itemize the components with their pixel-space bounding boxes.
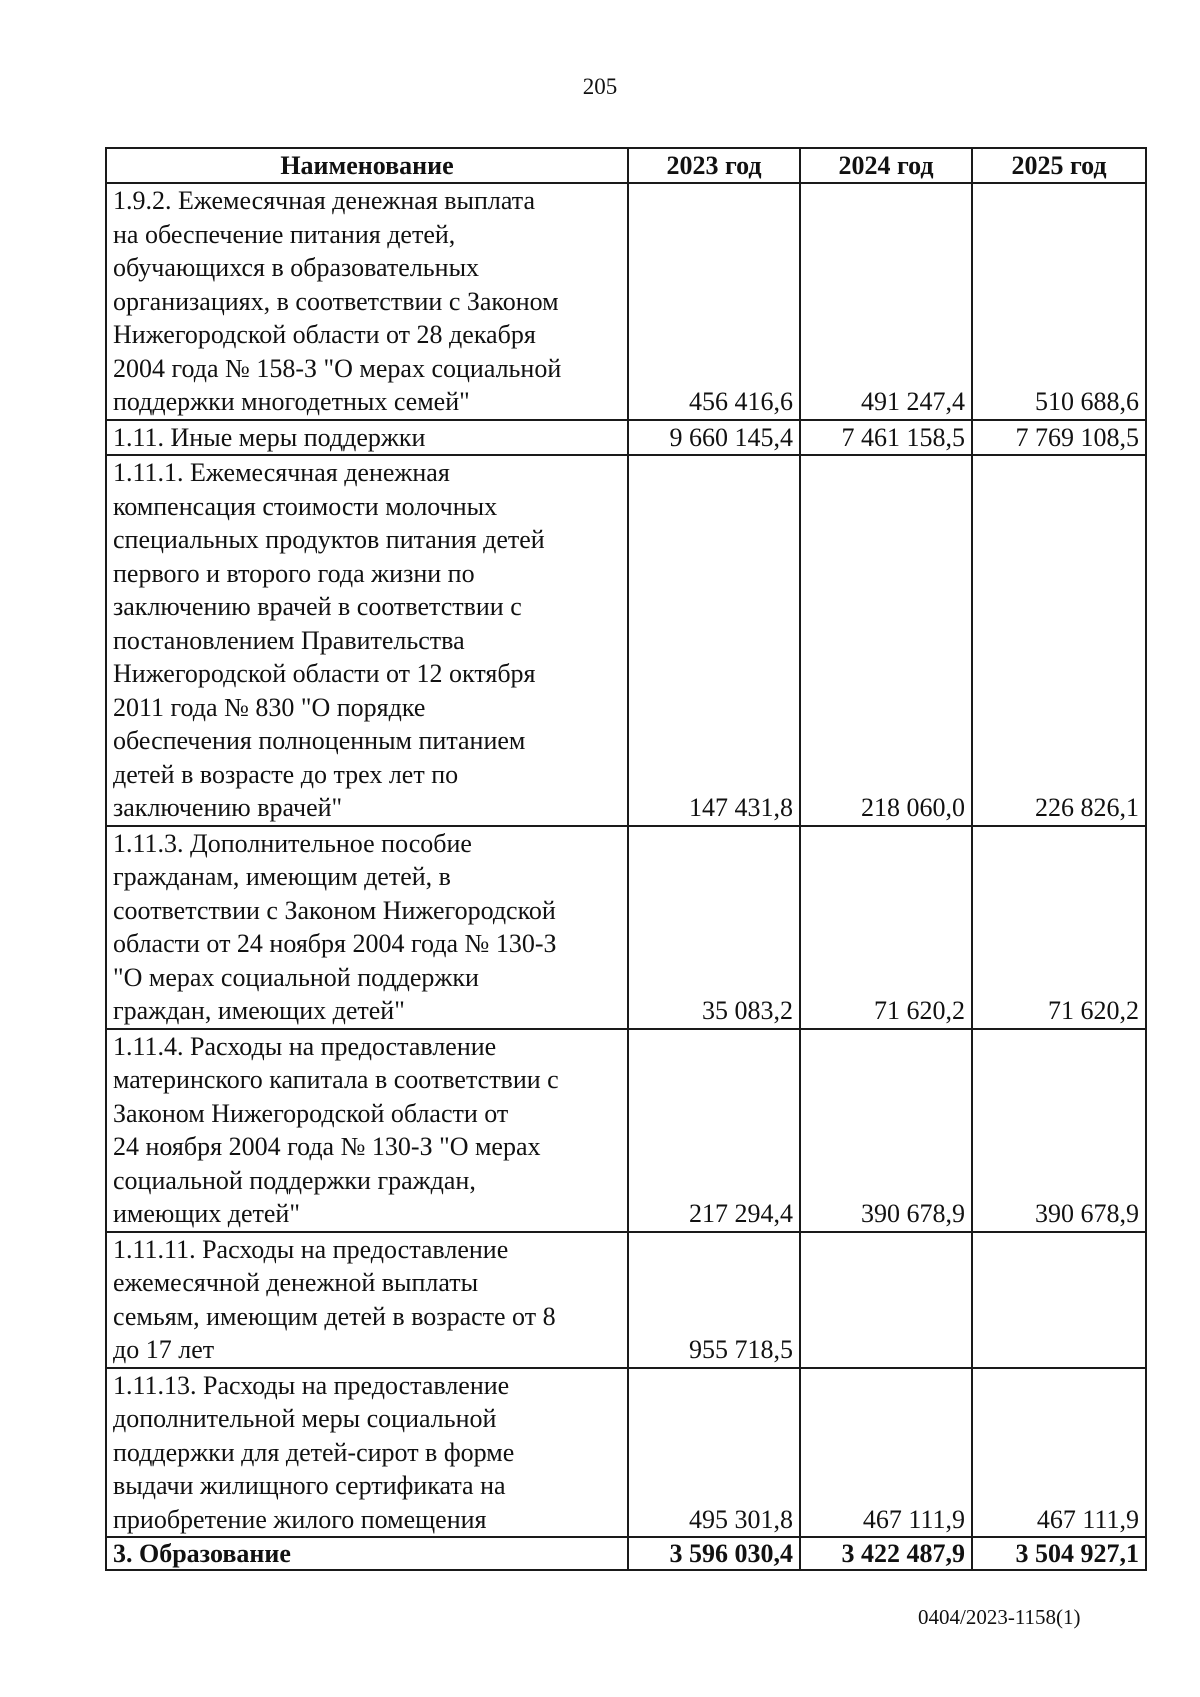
cell-2025: 510 688,6	[972, 183, 1146, 420]
cell-2025: 467 111,9	[972, 1368, 1146, 1538]
row-name-line: семьям, имеющим детей в возрасте от 8	[113, 1301, 556, 1331]
total-2024: 3 422 487,9	[800, 1537, 972, 1570]
cell-2023: 456 416,6	[628, 183, 800, 420]
row-name-line: заключению врачей"	[113, 793, 343, 822]
cell-2023: 35 083,2	[628, 826, 800, 1029]
table-row	[106, 183, 1146, 420]
row-name-line: 1.11.13. Расходы на предоставление	[113, 1370, 510, 1400]
cell-2025	[972, 1232, 1146, 1368]
document-code: 0404/2023-1158(1)	[918, 1605, 1081, 1629]
row-name-line: 2011 года № 830 "О порядке	[113, 692, 426, 722]
table-row	[106, 1368, 1146, 1538]
row-name-line: компенсация стоимости молочных	[113, 491, 498, 521]
row-name-line: первого и второго года жизни по	[113, 558, 475, 588]
row-name	[106, 1029, 628, 1232]
total-2023: 3 596 030,4	[628, 1537, 800, 1570]
total-2025: 3 504 927,1	[972, 1537, 1146, 1570]
row-name	[106, 420, 628, 456]
row-name-line: приобретение жилого помещения	[113, 1504, 487, 1534]
row-name-line: 1.11.3. Дополнительное пособие	[113, 828, 472, 858]
cell-2025: 226 826,1	[972, 455, 1146, 826]
row-name-line: дополнительной меры социальной	[113, 1404, 497, 1433]
row-name-line: Нижегородской области от 28 декабря	[113, 320, 536, 349]
row-name	[106, 826, 628, 1029]
page-number: 205	[582, 74, 618, 99]
row-name-line: организациях, в соответствии с Законом	[113, 286, 559, 316]
row-name-line: выдачи жилищного сертификата на	[113, 1471, 506, 1500]
cell-2023: 955 718,5	[628, 1232, 800, 1368]
cell-2023: 9 660 145,4	[628, 420, 800, 456]
row-name-line: области от 24 ноября 2004 года № 130-З	[113, 929, 557, 958]
cell-2025: 7 769 108,5	[972, 420, 1146, 456]
row-name-line: до 17 лет	[113, 1335, 215, 1364]
table-row	[106, 420, 1146, 456]
table-row	[106, 826, 1146, 1029]
row-name-line: граждан, имеющих детей"	[113, 996, 405, 1025]
row-name	[106, 455, 628, 826]
row-name-line: на обеспечение питания детей,	[113, 219, 456, 249]
table-row	[106, 1029, 1146, 1232]
row-name-line: имеющих детей"	[113, 1199, 300, 1228]
row-name-line: 1.11.11. Расходы на предоставление	[113, 1234, 509, 1264]
table-header-row	[106, 148, 1146, 183]
row-name-line: обучающихся в образовательных	[113, 253, 480, 282]
row-name-line: постановлением Правительства	[113, 625, 465, 655]
row-name	[106, 1232, 628, 1368]
row-name-line: 1.11.1. Ежемесячная денежная	[113, 458, 450, 487]
row-name-line: поддержки многодетных семей"	[113, 387, 470, 416]
row-name-line: соответствии с Законом Нижегородской	[113, 895, 556, 925]
cell-2025: 390 678,9	[972, 1029, 1146, 1232]
row-name-line: социальной поддержки граждан,	[113, 1165, 476, 1195]
row-name-line: детей в возрасте до трех лет по	[113, 759, 459, 789]
header-2024: 2024 год	[800, 148, 972, 183]
header-2025: 2025 год	[972, 148, 1146, 183]
row-name-line: "О мерах социальной поддержки	[113, 962, 479, 992]
cell-2023: 147 431,8	[628, 455, 800, 826]
row-name-line: 1.11. Иные меры поддержки	[113, 422, 426, 452]
row-name	[106, 1368, 628, 1538]
cell-2024	[800, 1232, 972, 1368]
cell-2024: 491 247,4	[800, 183, 972, 420]
table-row	[106, 455, 1146, 826]
row-name-line: заключению врачей в соответствии с	[113, 592, 522, 621]
row-name-line: ежемесячной денежной выплаты	[113, 1268, 479, 1297]
header-name: Наименование	[106, 148, 628, 183]
row-name-line: Нижегородской области от 12 октября	[113, 659, 536, 688]
table-total-row	[106, 1537, 1146, 1570]
row-name-line: 2004 года № 158-З "О мерах социальной	[113, 353, 562, 383]
row-name-line: 1.11.4. Расходы на предоставление	[113, 1031, 497, 1061]
cell-2023: 495 301,8	[628, 1368, 800, 1538]
cell-2025: 71 620,2	[972, 826, 1146, 1029]
cell-2024: 71 620,2	[800, 826, 972, 1029]
row-name	[106, 183, 628, 420]
budget-table	[105, 147, 1147, 1571]
row-name-line: Законом Нижегородской области от	[113, 1098, 509, 1128]
row-name-line: гражданам, имеющим детей, в	[113, 862, 451, 891]
row-name-line: поддержки для детей-сирот в форме	[113, 1437, 515, 1467]
table-row	[106, 1232, 1146, 1368]
cell-2024: 7 461 158,5	[800, 420, 972, 456]
row-name-line: материнского капитала в соответствии с	[113, 1065, 559, 1094]
row-name-line: 24 ноября 2004 года № 130-З "О мерах	[113, 1132, 541, 1161]
row-name-line: обеспечения полноценным питанием	[113, 726, 526, 755]
header-2023: 2023 год	[628, 148, 800, 183]
cell-2024: 390 678,9	[800, 1029, 972, 1232]
cell-2024: 218 060,0	[800, 455, 972, 826]
table-body	[106, 183, 1146, 1570]
cell-2023: 217 294,4	[628, 1029, 800, 1232]
row-name-line: 1.9.2. Ежемесячная денежная выплата	[113, 186, 535, 215]
row-name-line: специальных продуктов питания детей	[113, 525, 545, 554]
total-name: 3. Образование	[106, 1537, 628, 1570]
cell-2024: 467 111,9	[800, 1368, 972, 1538]
